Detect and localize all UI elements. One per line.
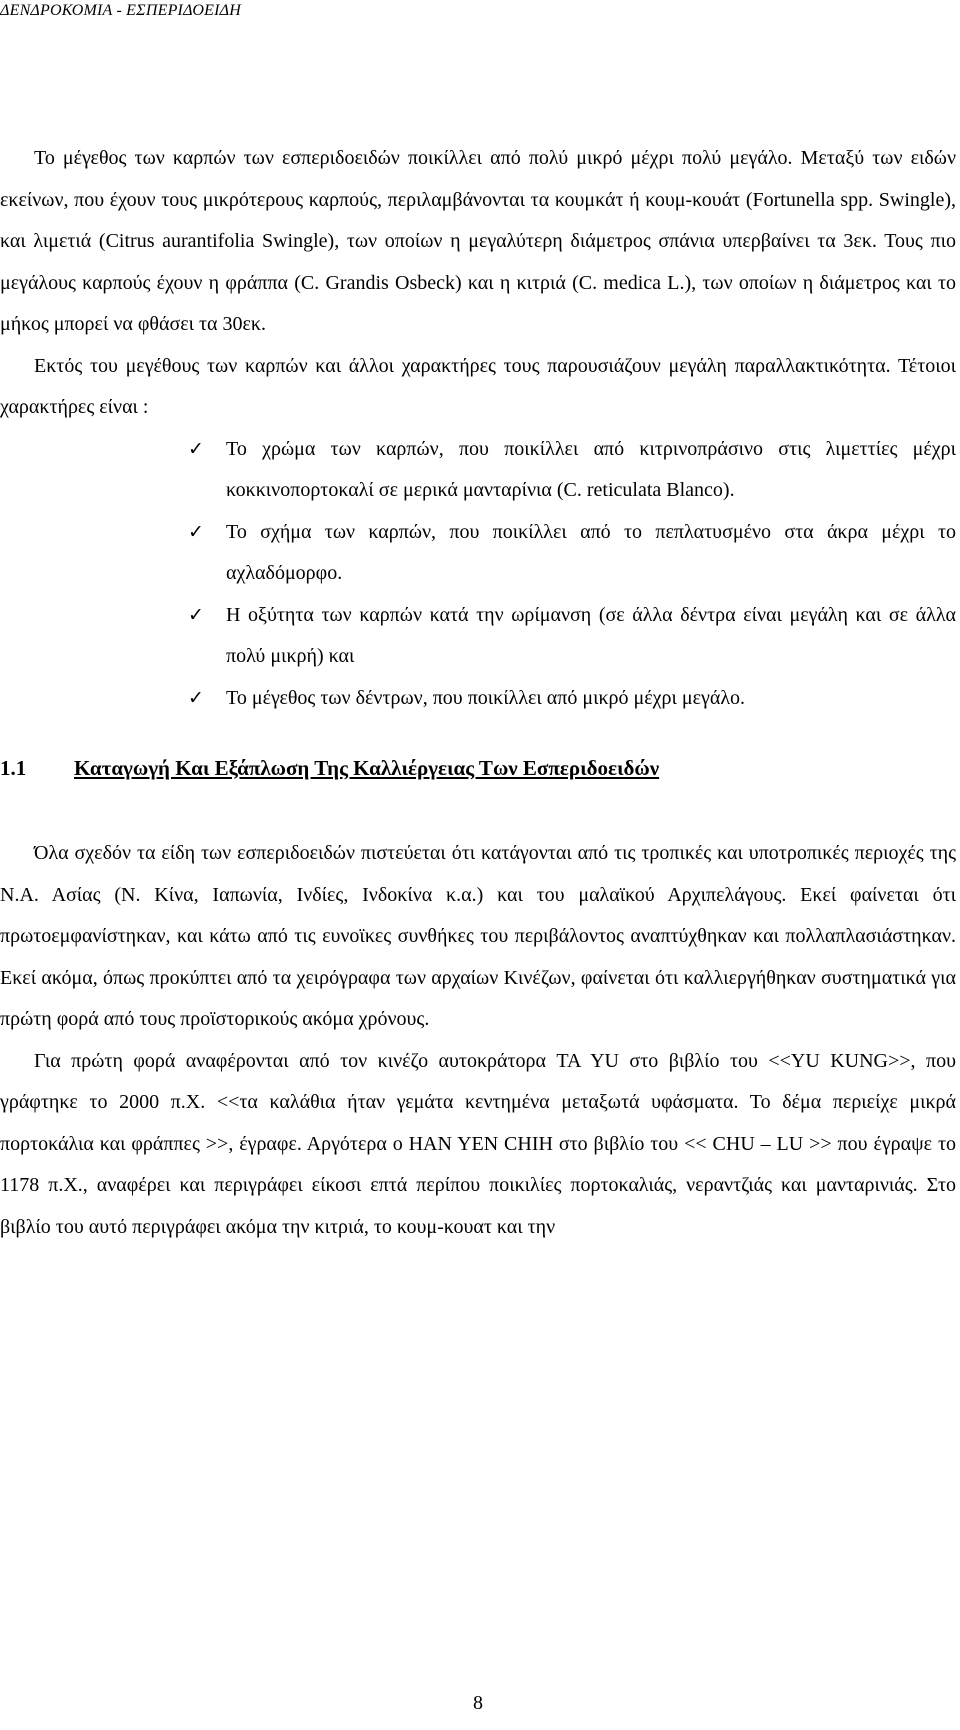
running-header: ΔΕΝΔΡΟΚΟΜΙΑ - ΕΣΠΕΡΙΔΟΕΙΔΗ — [0, 2, 241, 19]
list-item — [0, 678, 956, 720]
list-item-text: Το σχήμα των καρπών, που ποικίλλει από το πεπλατυσμένο στα άκρα μέχρι το αχλαδόμορφο. — [226, 520, 956, 584]
checkmark-icon: ✓ — [188, 686, 204, 709]
list-item — [0, 429, 956, 512]
page-body — [0, 138, 956, 1248]
list-item-text: Η οξύτητα των καρπών κατά την ωρίμανση (σε άλλα δέντρα είναι μεγάλη και σε άλλα πολύ μικρή) και — [226, 603, 956, 667]
checkmark-icon: ✓ — [188, 437, 204, 460]
intro-paragraph-1: Το μέγεθος των καρπών των εσπεριδοειδών ποικίλλει από πολύ μικρό μέχρι πολύ μεγάλο. Μεταξύ των ειδών εκείνων, που έχουν τους μικρότερους καρπούς, περιλαμβάνονται τα κουμκάτ ή κουμ-κουάτ (Fortunella spp. Swingle), και λιμετιά (Citrus aurantifolia Swingle), των οποίων η μεγαλύτερη διάμετρος σπάνια υπερβαίνει τα 3εκ. Τους πιο μεγάλους καρπούς έχουν η φράππα (C. Grandis Osbeck) και η κιτριά (C. medica L.), των οποίων η διάμετρος και το μήκος μπορεί να φθάσει τα 30εκ. — [0, 147, 956, 335]
list-item-text: Το χρώμα των καρπών, που ποικίλλει από κιτρινοπράσινο στις λιμεττίες μέχρι κοκκινοπορτοκαλί σε μερικά μανταρίνια (C. reticulata Blanco). — [226, 437, 956, 501]
section-paragraph-1: Όλα σχεδόν τα είδη των εσπεριδοειδών πιστεύεται ότι κατάγονται από τις τροπικές και υποτροπικές περιοχές της Ν.Α. Ασίας (Ν. Κίνα, Ιαπωνία, Ινδίες, Ινδοκίνα κ.α.) και του μαλαϊκού Αρχιπελάγους. Εκεί φαίνεται ότι πρωτοεμφανίστηκαν, και κάτω από τις ευνοϊκες συνθήκες του περιβάλοντος αναπτύχθηκαν και πολλαπλασιάστηκαν. Εκεί ακόμα, όπως προκύπτει από τα χειρόγραφα των αρχαίων Κινέζων, φαίνεται ότι καλλιεργήθηκαν συστηματικά για πρώτη φορά από τους προϊστορικούς ακόμα χρόνους. — [0, 842, 956, 1030]
list-item — [0, 512, 956, 595]
intro-paragraph-2: Εκτός του μεγέθους των καρπών και άλλοι χαρακτήρες τους παρουσιάζουν μεγάλη παραλλακτικότητα. Τέτοιοι χαρακτήρες είναι : — [0, 354, 956, 418]
section-title: Καταγωγή Και Εξάπλωση Της Καλλιέργειας Των Εσπεριδοειδών — [74, 756, 660, 780]
section-number: 1.1 — [0, 756, 27, 780]
section-spacer — [0, 783, 956, 833]
section-heading — [0, 753, 956, 783]
characteristics-list — [0, 429, 956, 720]
page-number: 8 — [473, 1692, 483, 1714]
section-paragraph-2: Για πρώτη φορά αναφέρονται από τον κινέζο αυτοκράτορα TA YU στο βιβλίο του <<YU KUNG>>, που γράφτηκε το 2000 π.Χ. <<τα καλάθια ήταν γεμάτα κεντημένα μεταξωτά υφάσματα. Το δέμα περιείχε μικρά πορτοκάλια και φράππες >>, έγραφε. Αργότερα ο HAN YEN CHIH στο βιβλίο του << CHU – LU >> που έγραψε το 1178 π.Χ., αναφέρει και περιγράφει είκοσι επτά περίπου ποικιλίες πορτοκαλιάς, νεραντζιάς και μανταρινιάς. Στο βιβλίο του αυτό περιγράφει ακόμα την κιτριά, το κουμ-κουατ και την — [0, 1049, 956, 1238]
list-item — [0, 595, 956, 678]
checkmark-icon: ✓ — [188, 520, 204, 543]
checkmark-icon: ✓ — [188, 603, 204, 626]
list-item-text: Το μέγεθος των δέντρων, που ποικίλλει από μικρό μέχρι μεγάλο. — [226, 686, 746, 709]
